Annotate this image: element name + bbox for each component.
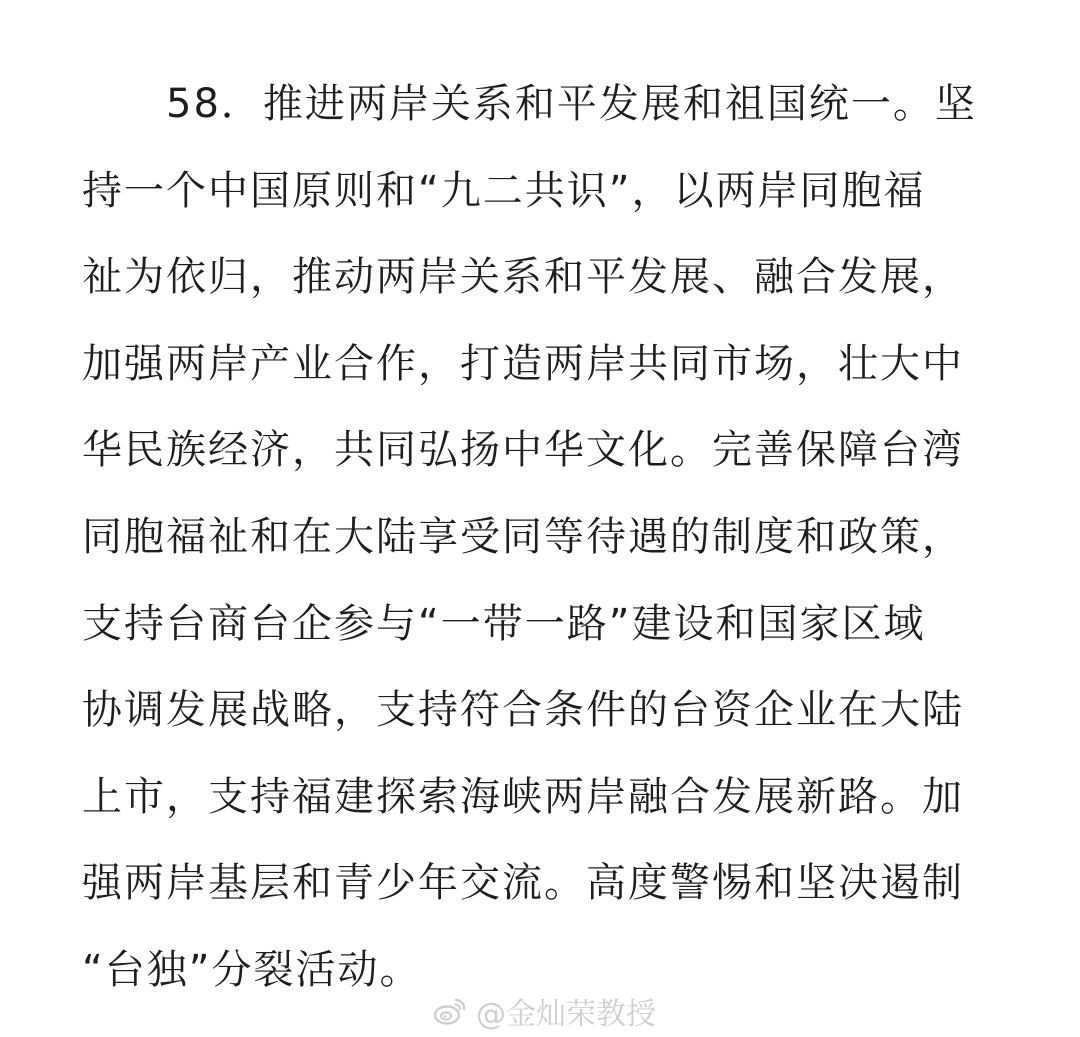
text-line: 强两岸基层和青少年交流。高度警惕和坚决遏制 — [82, 860, 964, 907]
text-line: 58．推进两岸关系和平发展和祖国统一。坚 — [166, 81, 977, 127]
watermark — [432, 989, 656, 1033]
watermark-text: @金灿荣教授 — [476, 997, 656, 1032]
text-line: 支持台商台企参与“一带一路”建设和国家区域 — [82, 600, 926, 647]
text-line: 持一个中国原则和“九二共识”，以两岸同胞福 — [82, 167, 926, 214]
text-line: 华民族经济，共同弘扬中华文化。完善保障台湾 — [82, 427, 964, 474]
text-line: 上市，支持福建探索海峡两岸融合发展新路。加 — [82, 773, 964, 820]
text-line: 祉为依归，推动两岸关系和平发展、融合发展， — [82, 254, 964, 301]
weibo-icon — [432, 996, 468, 1026]
text-line: 同胞福祉和在大陆享受同等待遇的制度和政策， — [82, 513, 964, 560]
text-line: “台独”分裂活动。 — [82, 946, 422, 993]
text-line: 协调发展战略，支持符合条件的台资企业在大陆 — [82, 687, 964, 734]
article-body — [82, 61, 1002, 1014]
text-line: 加强两岸产业合作，打造两岸共同市场，壮大中 — [82, 340, 964, 387]
